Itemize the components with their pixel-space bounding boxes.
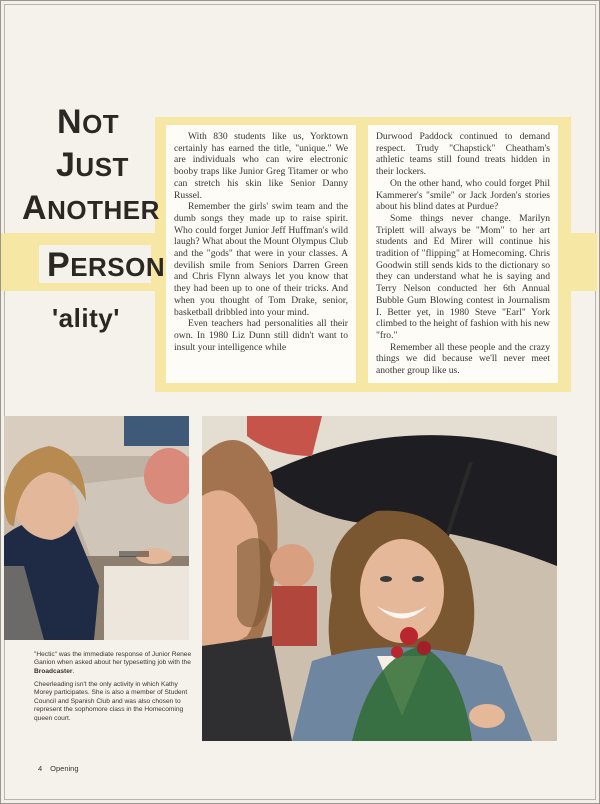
headline-line-person: PERSON	[47, 246, 166, 284]
article-paragraph: Durwood Paddock continued to demand respect. Trudy "Chapstick" Cheatham's athletic teams still found treats hidden in their lockers.	[376, 131, 550, 178]
article-paragraph: Some things never change. Marilyn Triplett will always be "Mom" to her art students and Ed Mirer will continue his tradition of "flipping" at Homecoming. Chris Goodwin still sends kids to the dictionary so they can understand what he is saying and Terry Nelson conducted her 6th Annual Bubble Gum Blowing contest in Journalism I. Better yet, in 1980 Steve "Earl" York climbed to the height of fashion with his new "fro."	[376, 212, 550, 341]
photo-typesetting-student	[4, 416, 189, 640]
page-number: 4	[38, 764, 43, 773]
article-paragraph: Remember all these people and the crazy things we did because we'll never meet another group like us.	[376, 341, 550, 377]
headline-line-ality: 'ality'	[52, 303, 120, 333]
caption-typesetting: "Hectic" was the immediate response of Junior Renee Ganion when asked about her typesetting job with the Broadcaster.	[34, 651, 192, 675]
photo-cheerleader-umbrella	[202, 416, 557, 741]
headline-line-another: ANOTHER	[22, 189, 160, 227]
article-paragraph: Remember the girls' swim team and the dumb songs they made up to raise spirit. Who could forget Junior Jeff Huffman's wild laugh? What about the Mount Olympus Club and the "gods" that were in your classes. A devilish smile from Seniors Darren Green and Chris Flynn always let you know that they had been up to one of their tricks. And when you thought of Tom Drake, senior, basketball dribbled into your mind.	[174, 201, 348, 318]
yellow-band-right	[571, 233, 597, 291]
section-name: Opening	[50, 764, 79, 773]
article-column-right	[368, 125, 558, 383]
headline-line-not: NOT	[57, 103, 120, 141]
article-paragraph: With 830 students like us, Yorktown certainly has earned the title, "unique." We are individuals who can wire electronic booby traps like Junior Greg Titamer or who can stretch his skin like Senior Danny Russel.	[174, 131, 348, 201]
caption-cheerleading: Cheerleading isn't the only activity in which Kathy Morey participates. She is also a member of Student Council and Spanish Club and was also chosen to represent the sophomore class in the Homecoming queen court.	[34, 681, 188, 722]
caption-publication-name: Broadcaster	[34, 667, 73, 675]
page-folio	[38, 764, 87, 773]
article-paragraph: On the other hand, who could forget Phil Kammerer's "smile" or Jack Jorden's stories about his blind dates at Purdue?	[376, 177, 550, 213]
article-column-left	[166, 125, 356, 383]
headline-line-just: JUST	[56, 146, 129, 184]
article-paragraph: Even teachers had personalities all their own. In 1980 Liz Dunn still didn't want to insult your intelligence while	[174, 318, 348, 353]
